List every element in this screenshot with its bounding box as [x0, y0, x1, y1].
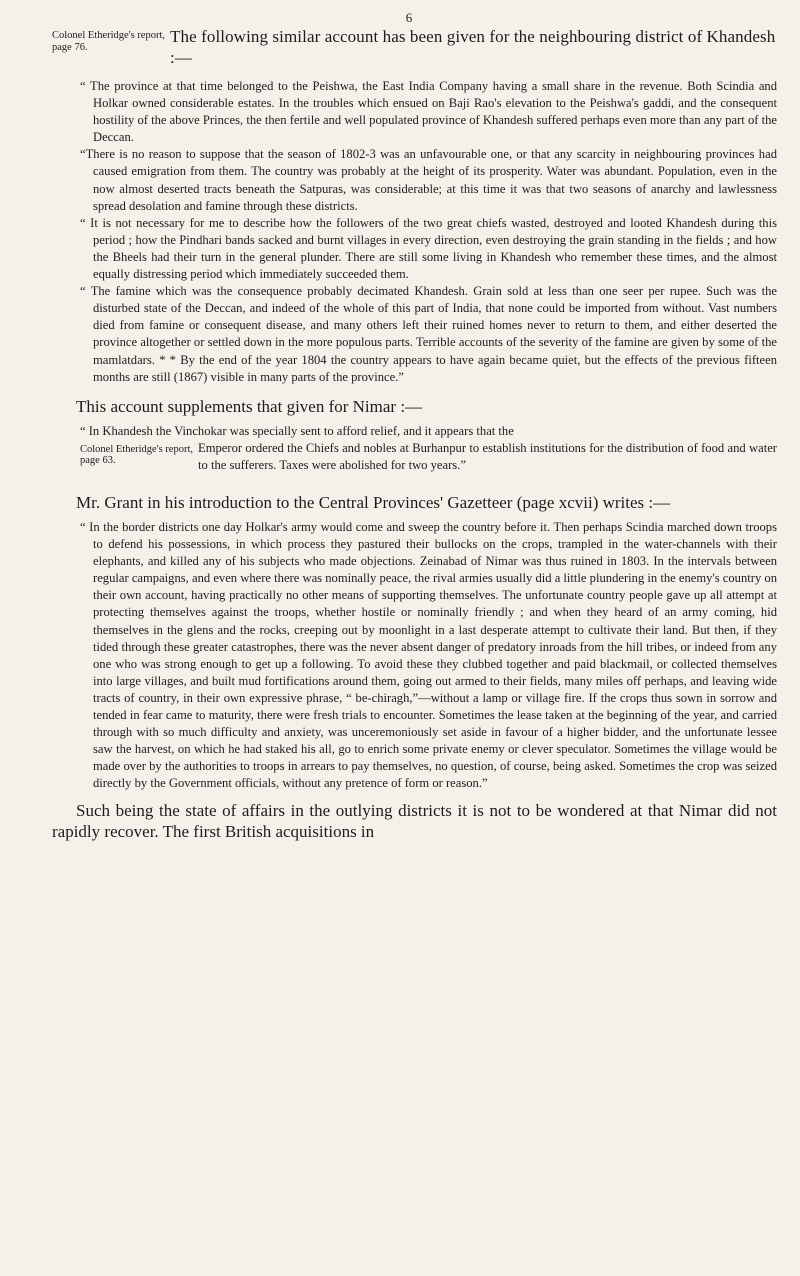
page-content: [52, 26, 777, 842]
margin-note-report-76: Colonel Etheridge's report, page 76.: [52, 30, 165, 53]
body-paragraph-conclusion: Such being the state of affairs in the outlying districts it is not to be wondered at that Nimar did not rapidly recover. The first British acquisitions in: [52, 801, 777, 842]
quote-paragraph: “ In the border districts one day Holkar's army would come and sweep the country before it. Then perhaps Scindia marched down troops to defend his possessions, in which process they pastured their bullocks on the crops, trampled in the water-channels with their elephants, and killed any of his subjects who made objections. Zeinabad of Nimar was thus ruined in 1803. In the intervals between regular campaigns, and even where there was nominally peace, the rival armies usually did a little plundering in the enemy's country on their own account, having practically no other means of supporting themselves. The unfortunate country people gave up all attempt at protecting themselves against the troops, whether hostile or nominally friendly ; and when they heard of an army coming, hid themselves in the glens and the rocks, creeping out by moonlight in a last desperate attempt to cultivate their land. But then, if they tided through these greater catastrophes, there was the never absent danger of predatory inroads from the hill tribes, or indeed from any one who was strong enough to get up a following. To avoid these they clubbed together and paid blackmail, or collected themselves into large villages, and built mud fortifications around them, going out armed to their fields, many miles off perhaps, and leaving wide tracts of country, in their own expressive phrase, “ be-chiragh,”—without a lamp or village fire. If the crops thus sown in sorrow and tended in fear came to maturity, there were fresh trials to encounter. Sometimes the lease taken at the beginning of the year, and carried through with so much difficulty and anxiety, was unceremoniously set aside in favour of a higher bidder, and the unfortunate lessee saw the harvest, on which he had staked his all, go to enrich some private enemy or clever speculator. Sometimes the village would be made over by the authorities to troops in arrears to pay themselves, no question, of course, being asked. Sometimes the crop was seized directly by the Government officials, without any pretence of form or reason.”: [80, 519, 777, 791]
quote-paragraph: “ In Khandesh the Vinchokar was specially sent to afford relief, and it appears that the: [80, 423, 514, 438]
quote-paragraph: “There is no reason to suppose that the season of 1802-3 was an unfavourable one, or that any scarcity in neighbouring provinces had caused emigration from them. The country was probably at the height of its prosperity. Water was abundant. Population, even in the now almost deserted tracts beneath the Satpuras, was considerable; at this time it was that two seasons of anarchy and lawlessness spread desolation and famine through these districts.: [80, 147, 777, 213]
quote-paragraph: “ The province at that time belonged to the Peishwa, the East India Company having a small share in the revenue. Both Scindia and Holkar owned considerable estates. In the troubles which ensued on Baji Rao's elevation to the Peishwa's gaddi, and the consequent hostility of the above Princes, the then fertile and well populated province of Khandesh suffered perhaps even more than any part of the Deccan.: [80, 79, 777, 145]
gazetteer-quotation: [52, 519, 777, 793]
quote-paragraph: “ The famine which was the consequence probably decimated Khandesh. Grain sold at less than one seer per rupee. Such was the disturbed state of the Deccan, and indeed of the whole of this part of India, that none could be imported from without. Vast numbers died from famine or consequent disease, and many others left their ruined homes never to return to them, and either deserted the province altogether or settled down in the more populous parts. Terrible accounts of the severity of the famine are given by some of the mamlatdars. * * By the end of the year 1804 the country appears to have again became quiet, but the effects of the previous fifteen months are still (1867) visible in many parts of the province.”: [80, 284, 777, 384]
body-paragraph-grant: Mr. Grant in his introduction to the Central Provinces' Gazetteer (page xcvii) writes :—: [76, 492, 671, 512]
margin-note-report-63: Colonel Etheridge's report, page 63.: [80, 443, 193, 467]
body-paragraph-nimar: This account supplements that given for Nimar :—: [76, 396, 423, 416]
vinchokar-quotation: [52, 423, 777, 474]
quote-paragraph: Emperor ordered the Chiefs and nobles at Burhanpur to establish institutions for the distribution of food and water to the sufferers. Taxes were abolished for two years.”: [198, 440, 777, 472]
intro-paragraph-khandesh: The following similar account has been given for the neighbouring district of Khandesh :—: [170, 27, 776, 67]
quote-paragraph: “ It is not necessary for me to describe how the followers of the two great chiefs wasted, destroyed and looted Khandesh during this period ; how the Pindhari bands sacked and burnt villages in every direction, even destroying the grain standing in the fields ; and how the Bheels had their turn in the general plunder. There are still some living in Khandesh who remember these times, and the almost equally distressing period which immediately succeeded them.: [80, 215, 777, 282]
khandesh-quotation: [52, 78, 777, 386]
intro-row-1: [52, 26, 777, 68]
page-number: 6: [405, 10, 413, 25]
